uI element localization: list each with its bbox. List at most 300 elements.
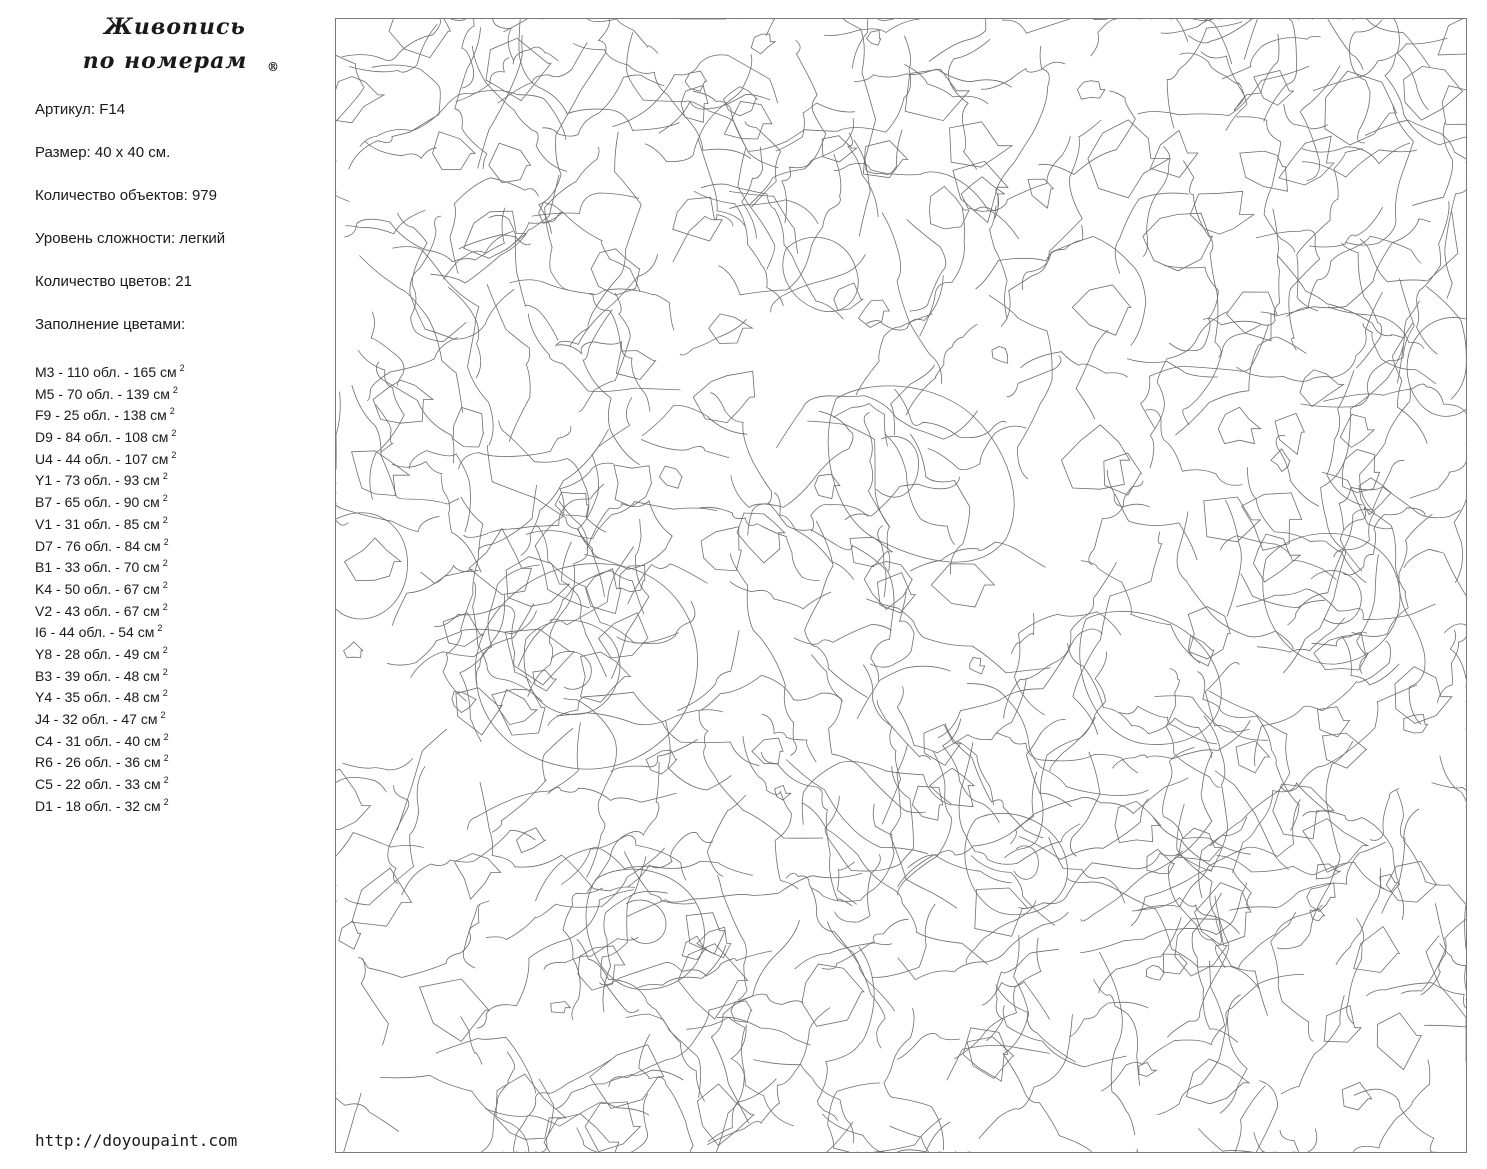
region-contour	[489, 215, 558, 340]
brand-title	[60, 10, 290, 78]
region-contour	[358, 905, 480, 978]
region-shape	[555, 492, 589, 516]
region-shape	[1218, 407, 1260, 443]
size-label: Размер: 40 х 40 см.	[35, 144, 171, 161]
region-contour	[1011, 613, 1034, 654]
region-shape	[975, 888, 1028, 936]
region-shape	[678, 944, 748, 1019]
region-contour	[1146, 410, 1243, 486]
region-shape	[581, 652, 631, 702]
region-contour	[1286, 236, 1421, 316]
region-shape	[859, 300, 890, 327]
region-contour	[1155, 696, 1250, 732]
region-contour	[864, 413, 890, 528]
region-contour	[1049, 837, 1125, 903]
region-shape	[344, 642, 363, 658]
region-shape	[834, 283, 863, 311]
region-contour	[1339, 487, 1460, 530]
region-contour	[929, 19, 986, 62]
region-contour	[1334, 387, 1411, 558]
region-contour	[499, 421, 606, 532]
brand-title-line2: по номерам	[82, 48, 248, 74]
region-contour	[1215, 771, 1289, 870]
region-contour	[1327, 370, 1363, 505]
region-contour	[1026, 720, 1071, 807]
region-contour	[402, 830, 536, 895]
region-contour	[824, 19, 929, 35]
region-contour	[711, 994, 803, 1123]
region-contour	[626, 1014, 705, 1102]
region-contour	[666, 721, 732, 790]
region-contour	[872, 904, 936, 977]
region-contour	[1073, 532, 1162, 735]
region-contour	[1021, 352, 1128, 378]
region-contour	[460, 594, 505, 742]
region-contour	[336, 777, 387, 792]
region-contour	[1225, 500, 1241, 616]
region-contour	[477, 890, 634, 1029]
region-contour	[1143, 19, 1188, 42]
region-shape	[1254, 71, 1294, 106]
region-shape	[599, 613, 649, 658]
region-contour	[458, 426, 571, 469]
website-link[interactable]: http://doyoupaint.com	[35, 1131, 238, 1150]
region-contour	[794, 625, 892, 645]
region-contour	[1426, 936, 1466, 1062]
region-shape	[454, 854, 500, 900]
region-shape	[339, 921, 361, 949]
region-contour	[993, 19, 1115, 33]
region-contour	[897, 855, 1011, 888]
region-contour	[777, 396, 978, 448]
color-item: B3 - 39 обл. - 48 см $^2$	[35, 666, 168, 684]
region-contour	[717, 1017, 811, 1045]
region-contour	[990, 206, 1008, 320]
region-shape	[724, 102, 772, 139]
region-contour	[536, 525, 679, 643]
region-contour	[805, 521, 868, 698]
region-contour	[345, 766, 425, 905]
region-shape	[682, 936, 706, 960]
region-contour	[583, 310, 640, 465]
region-contour	[343, 759, 413, 770]
region-shape	[496, 1074, 566, 1139]
registered-mark: ®	[267, 60, 280, 74]
region-contour	[434, 606, 531, 683]
region-contour	[513, 47, 558, 64]
color-item: U4 - 44 обл. - 107 см $^2$	[35, 449, 177, 467]
region-shape	[591, 249, 640, 295]
region-contour	[1410, 426, 1466, 498]
region-contour	[1050, 652, 1107, 772]
region-contour	[762, 714, 817, 762]
region-shape	[931, 564, 994, 607]
region-shape	[646, 750, 677, 774]
region-contour	[833, 404, 887, 447]
region-shape	[877, 573, 915, 613]
region-contour	[882, 212, 942, 384]
region-contour	[344, 1093, 361, 1152]
region-shape	[905, 69, 969, 120]
region-contour	[367, 338, 457, 401]
region-contour	[1233, 1086, 1276, 1152]
region-contour	[1225, 19, 1363, 70]
region-contour	[1288, 460, 1405, 625]
region-contour	[1076, 330, 1108, 419]
region-contour	[943, 719, 1000, 823]
region-contour	[1277, 866, 1336, 949]
region-shape	[1139, 1062, 1157, 1076]
color-item: R6 - 26 обл. - 36 см $^2$	[35, 753, 169, 771]
color-item: Y8 - 28 обл. - 49 см $^2$	[35, 644, 168, 662]
color-item: D9 - 84 обл. - 108 см $^2$	[35, 428, 177, 446]
flower-petal	[1014, 846, 1038, 879]
region-contour	[996, 733, 1138, 773]
region-shape	[345, 538, 401, 581]
region-contour	[528, 314, 680, 392]
region-contour	[578, 429, 609, 597]
region-contour	[974, 136, 1070, 211]
region-contour	[1115, 193, 1189, 273]
region-contour	[358, 350, 404, 499]
region-contour	[556, 254, 658, 346]
region-shape	[1188, 607, 1230, 659]
region-contour	[1081, 752, 1213, 921]
region-contour	[504, 19, 659, 54]
region-contour	[754, 1060, 854, 1144]
region-contour	[1281, 995, 1344, 1094]
region-contour	[1280, 1130, 1310, 1152]
region-contour	[730, 582, 831, 609]
region-shape	[1386, 861, 1437, 902]
region-contour	[336, 392, 348, 526]
article-label: Артикул: F14	[35, 101, 126, 118]
product-info	[35, 100, 225, 358]
region-contour	[906, 325, 978, 416]
region-contour	[1205, 663, 1268, 741]
region-contour	[856, 314, 933, 395]
region-shape	[953, 161, 1008, 222]
region-contour	[1003, 1006, 1126, 1067]
objects-count-label: Количество объектов: 979	[35, 187, 217, 204]
region-shape	[614, 465, 652, 507]
region-shape	[864, 562, 912, 610]
flower-petal	[876, 436, 919, 497]
region-shape	[1310, 909, 1325, 921]
region-contour	[827, 921, 885, 1048]
region-contour	[532, 193, 639, 216]
region-contour	[701, 675, 843, 710]
region-shape	[822, 136, 857, 162]
region-shape	[1190, 191, 1254, 234]
region-contour	[1440, 756, 1466, 815]
region-contour	[1424, 943, 1466, 1027]
region-contour	[989, 295, 1052, 479]
region-contour	[1217, 856, 1385, 889]
region-contour	[627, 873, 862, 916]
region-shape	[961, 177, 1004, 212]
region-contour	[693, 91, 775, 269]
region-shape	[1253, 534, 1300, 582]
rose-petal	[626, 900, 666, 943]
region-contour	[570, 132, 641, 346]
region-contour	[1003, 935, 1092, 1152]
region-shape	[469, 529, 531, 595]
region-contour	[1143, 146, 1170, 256]
region-contour	[1199, 1128, 1317, 1152]
region-contour	[1183, 161, 1221, 358]
region-contour	[838, 862, 857, 905]
flower-petal	[828, 386, 1014, 562]
region-contour	[866, 275, 943, 330]
region-contour	[336, 833, 424, 902]
region-contour	[920, 208, 965, 336]
region-shape	[970, 658, 985, 674]
color-item: M3 - 110 обл. - 165 см $^2$	[35, 363, 185, 380]
region-contour	[863, 665, 901, 825]
region-contour	[730, 553, 796, 755]
region-contour	[731, 411, 853, 507]
color-list	[35, 358, 185, 813]
color-item: J4 - 32 обл. - 47 см $^2$	[35, 710, 166, 727]
color-item: D7 - 76 обл. - 84 см $^2$	[35, 536, 169, 554]
region-contour	[448, 287, 480, 378]
region-contour	[609, 920, 800, 1087]
region-shape	[1318, 707, 1350, 737]
region-contour	[451, 19, 514, 61]
region-contour	[376, 362, 454, 463]
region-shape	[1279, 136, 1334, 185]
region-contour	[617, 601, 695, 643]
region-contour	[854, 130, 902, 175]
region-contour	[463, 901, 489, 968]
region-contour	[731, 1025, 794, 1126]
region-shape	[616, 351, 655, 380]
region-shape	[551, 1002, 571, 1013]
region-contour	[1393, 323, 1428, 444]
region-shape	[420, 979, 489, 1042]
region-contour	[539, 19, 610, 234]
region-shape	[489, 143, 531, 183]
region-contour	[884, 1008, 944, 1150]
region-contour	[904, 64, 988, 104]
region-contour	[1370, 788, 1399, 840]
color-item: C5 - 22 обл. - 33 см $^2$	[35, 775, 169, 793]
region-contour	[1277, 255, 1404, 338]
region-contour	[897, 678, 1026, 753]
region-shape	[1303, 819, 1368, 873]
region-shape	[751, 34, 775, 54]
rose-outline	[476, 564, 698, 770]
region-contour	[410, 216, 514, 339]
region-shape	[1150, 130, 1198, 177]
color-item: B1 - 33 обл. - 70 см $^2$	[35, 558, 168, 576]
region-contour	[345, 210, 425, 234]
region-contour	[877, 700, 931, 759]
region-contour	[871, 525, 894, 681]
region-contour	[1366, 983, 1466, 1068]
region-contour	[635, 945, 726, 989]
region-contour	[1343, 508, 1425, 575]
region-contour	[455, 27, 487, 169]
region-contour	[812, 804, 895, 901]
region-shape	[544, 1114, 619, 1152]
region-contour	[857, 666, 951, 719]
region-contour	[359, 256, 462, 413]
region-contour	[1309, 207, 1383, 247]
region-contour	[485, 1102, 649, 1126]
region-contour	[948, 39, 990, 169]
region-shape	[924, 725, 961, 766]
region-shape	[1227, 292, 1277, 341]
region-contour	[587, 762, 659, 893]
region-contour	[694, 191, 783, 306]
region-contour	[802, 761, 951, 824]
rose-outline	[1263, 533, 1400, 664]
region-contour	[928, 426, 1026, 470]
region-contour	[895, 389, 1007, 438]
region-contour	[1197, 672, 1299, 831]
region-contour	[387, 497, 483, 665]
color-item: F9 - 25 обл. - 138 см $^2$	[35, 406, 175, 424]
region-shape	[590, 1045, 664, 1109]
region-contour	[535, 847, 752, 901]
region-shape	[1438, 19, 1466, 55]
region-shape	[752, 738, 783, 764]
region-shape	[352, 868, 412, 926]
color-item: C4 - 31 обл. - 40 см $^2$	[35, 731, 169, 749]
region-contour	[1107, 470, 1150, 507]
region-shape	[464, 211, 526, 258]
leaf-shape	[783, 237, 858, 311]
region-contour	[1081, 561, 1201, 664]
region-shape	[867, 30, 881, 45]
region-contour	[822, 942, 892, 969]
region-contour	[1360, 212, 1458, 282]
region-contour	[947, 1045, 1050, 1080]
region-contour	[1336, 868, 1381, 965]
region-shape	[673, 197, 722, 241]
color-item: Y4 - 35 обл. - 48 см $^2$	[35, 688, 168, 706]
region-contour	[807, 421, 889, 571]
region-shape	[1340, 414, 1374, 447]
region-shape	[850, 537, 892, 567]
region-shape	[1322, 733, 1366, 768]
region-contour	[680, 319, 747, 355]
region-contour	[1113, 720, 1251, 768]
leaf-shape	[1407, 317, 1466, 416]
coloring-canvas	[335, 18, 1467, 1153]
region-contour	[1454, 491, 1466, 583]
region-shape	[912, 786, 942, 820]
region-contour	[981, 62, 1065, 89]
region-contour	[866, 599, 1050, 673]
region-shape	[1342, 450, 1379, 493]
region-shape	[336, 77, 384, 123]
region-contour	[1432, 783, 1467, 841]
region-shape	[506, 557, 569, 607]
region-contour	[555, 1070, 683, 1109]
lineart-drawing	[336, 19, 1466, 1152]
region-contour	[1256, 230, 1320, 350]
region-contour	[1070, 752, 1100, 857]
region-contour	[421, 569, 473, 583]
region-contour	[1283, 507, 1365, 673]
region-contour	[380, 1075, 536, 1152]
color-item: I6 - 44 обл. - 54 см $^2$	[35, 623, 163, 641]
region-contour	[1138, 66, 1309, 115]
region-contour	[854, 69, 1012, 87]
region-contour	[1302, 143, 1410, 164]
region-contour	[910, 542, 1046, 571]
region-contour	[1099, 917, 1182, 993]
region-contour	[1007, 356, 1061, 397]
region-shape	[499, 690, 537, 725]
region-shape	[659, 466, 682, 488]
region-contour	[584, 501, 672, 569]
region-shape	[1077, 81, 1105, 100]
region-contour	[907, 219, 946, 311]
region-contour	[966, 901, 1036, 964]
region-shape	[731, 1001, 752, 1022]
region-contour	[467, 722, 580, 829]
region-shape	[505, 629, 574, 685]
region-shape	[453, 407, 484, 447]
region-contour	[371, 312, 404, 386]
region-shape	[1275, 413, 1304, 454]
region-shape	[452, 692, 476, 713]
region-shape	[1028, 179, 1054, 208]
region-contour	[1164, 265, 1218, 350]
region-contour	[828, 1083, 942, 1152]
region-contour	[431, 175, 560, 283]
region-contour	[641, 439, 729, 457]
region-shape	[701, 527, 741, 571]
region-contour	[556, 342, 650, 412]
region-contour	[897, 1033, 960, 1059]
region-contour	[1404, 809, 1466, 968]
region-contour	[845, 477, 960, 520]
region-shape	[1300, 370, 1344, 407]
region-contour	[1161, 19, 1240, 33]
color-item: Y1 - 73 обл. - 93 см $^2$	[35, 471, 168, 489]
region-contour	[577, 939, 701, 1098]
region-contour	[1244, 19, 1430, 67]
region-contour	[1281, 685, 1417, 792]
region-contour	[818, 947, 875, 1121]
region-contour	[1039, 91, 1136, 175]
region-contour	[519, 19, 680, 130]
region-shape	[1061, 425, 1129, 489]
region-contour	[1255, 641, 1391, 766]
region-contour	[870, 589, 914, 667]
region-shape	[1143, 213, 1213, 271]
rose-petal	[1311, 571, 1361, 624]
region-contour	[1385, 55, 1466, 145]
region-contour	[645, 54, 752, 161]
region-shape	[1242, 493, 1302, 551]
region-contour	[699, 710, 823, 838]
region-contour	[680, 19, 776, 36]
region-contour	[397, 729, 447, 830]
region-contour	[1353, 1060, 1430, 1152]
region-shape	[1204, 497, 1260, 542]
region-contour	[526, 502, 717, 539]
region-contour	[898, 912, 1069, 979]
region-contour	[1399, 514, 1432, 724]
region-contour	[967, 684, 1148, 796]
region-contour	[1101, 961, 1224, 1091]
